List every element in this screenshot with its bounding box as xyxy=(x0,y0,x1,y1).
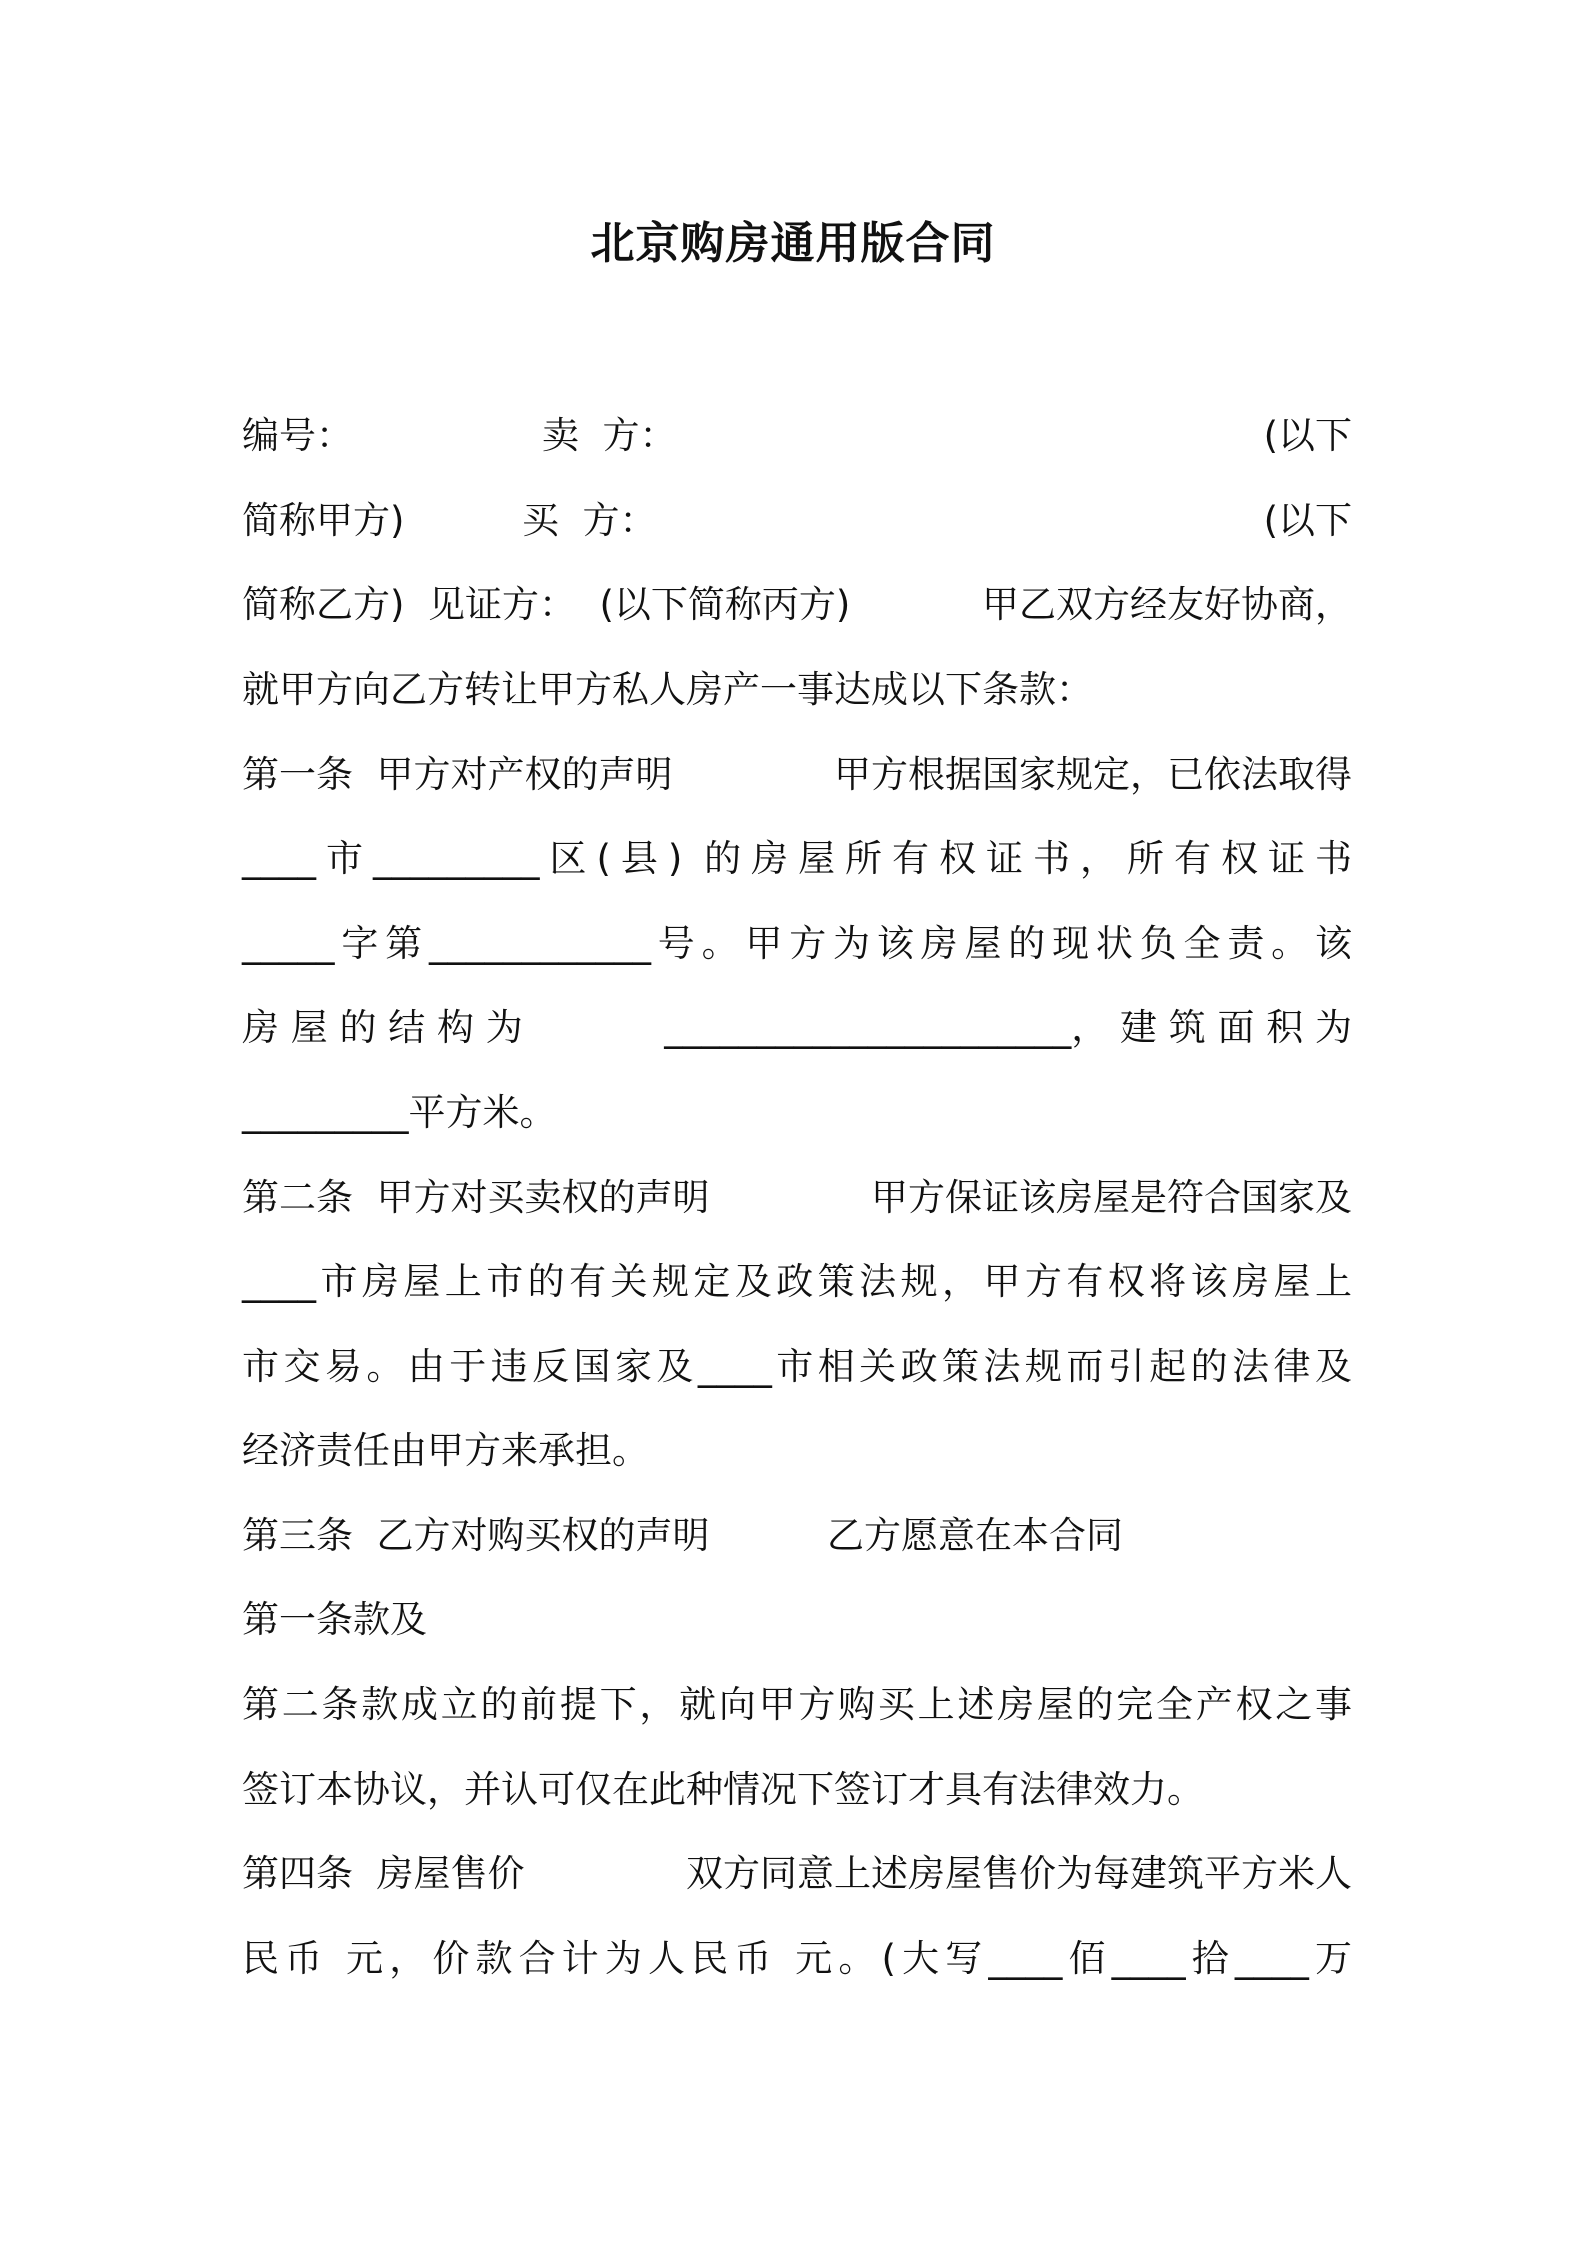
seller-label: 卖 方： xyxy=(542,414,677,457)
text-line xyxy=(242,1421,1352,1481)
text-line xyxy=(242,829,1352,889)
text-fragment: 经济责任由甲方来承担。 xyxy=(242,1429,649,1472)
text-fragment: 民币 元，价款合计为人民币 元。(大写____佰____拾____万 xyxy=(242,1937,1352,1980)
text-fragment: 双方同意上述房屋售价为每建筑平方米人 xyxy=(686,1852,1352,1895)
text-fragment: _________平方米。 xyxy=(242,1091,557,1134)
buyer-label: 买 方： xyxy=(522,499,657,542)
text-line xyxy=(242,1590,1352,1650)
text-fragment: ____市房屋上市的有关规定及政策法规，甲方有权将该房屋上 xyxy=(242,1260,1352,1303)
text-line xyxy=(242,1506,1352,1566)
article-heading: 第四条 房屋售价 xyxy=(242,1852,525,1895)
text-line xyxy=(242,1337,1352,1397)
text-line xyxy=(242,1675,1352,1735)
text-line xyxy=(242,745,1352,805)
text-fragment: (以下 xyxy=(1263,499,1352,542)
text-fragment: ____市_________区(县) 的房屋所有权证书，所有权证书 xyxy=(242,837,1352,880)
text-fragment: 甲乙双方经友好协商， xyxy=(982,583,1352,626)
article-heading: 第二条 甲方对买卖权的声明 xyxy=(242,1176,710,1219)
text-line xyxy=(242,914,1352,974)
article-heading: 第一条 甲方对产权的声明 xyxy=(242,753,673,796)
text-fragment: 签订本协议，并认可仅在此种情况下签订才具有法律效力。 xyxy=(242,1768,1204,1811)
article-heading: 第三条 乙方对购买权的声明 xyxy=(242,1514,710,1557)
text-fragment: 甲方根据国家规定，已依法取得 xyxy=(834,753,1352,796)
text-line xyxy=(242,1929,1352,1989)
witness-label: 简称乙方) 见证方： (以下简称丙方) xyxy=(242,583,851,626)
document-title: 北京购房通用版合同 xyxy=(590,218,996,269)
text-fragment: 市交易。由于违反国家及____市相关政策法规而引起的法律及 xyxy=(242,1345,1352,1388)
text-line xyxy=(242,660,1352,720)
text-line xyxy=(242,1083,1352,1143)
text-line xyxy=(242,575,1352,635)
text-line xyxy=(242,998,1352,1058)
text-fragment: 第二条款成立的前提下，就向甲方购买上述房屋的完全产权之事 xyxy=(242,1683,1352,1726)
text-line xyxy=(242,406,1352,466)
contract-number-label: 编号： xyxy=(242,414,353,457)
text-fragment: 甲方保证该房屋是符合国家及 xyxy=(871,1176,1352,1219)
text-fragment: 简称甲方) xyxy=(242,499,405,542)
text-fragment: (以下 xyxy=(1263,414,1352,457)
text-fragment: 就甲方向乙方转让甲方私人房产一事达成以下条款： xyxy=(242,668,1093,711)
text-line xyxy=(242,1168,1352,1228)
text-fragment: ______________________， 建 筑 面 积 为 xyxy=(664,1006,1352,1049)
text-line xyxy=(242,1844,1352,1904)
text-fragment: 第一条款及 xyxy=(242,1598,427,1641)
text-line xyxy=(242,1252,1352,1312)
text-line xyxy=(242,491,1352,551)
text-fragment: _____字第____________号。甲方为该房屋的现状负全责。该 xyxy=(242,922,1352,965)
text-fragment: 房 屋 的 结 构 为 xyxy=(242,1006,523,1049)
text-line xyxy=(242,1760,1352,1820)
text-fragment: 乙方愿意在本合同 xyxy=(827,1514,1123,1557)
